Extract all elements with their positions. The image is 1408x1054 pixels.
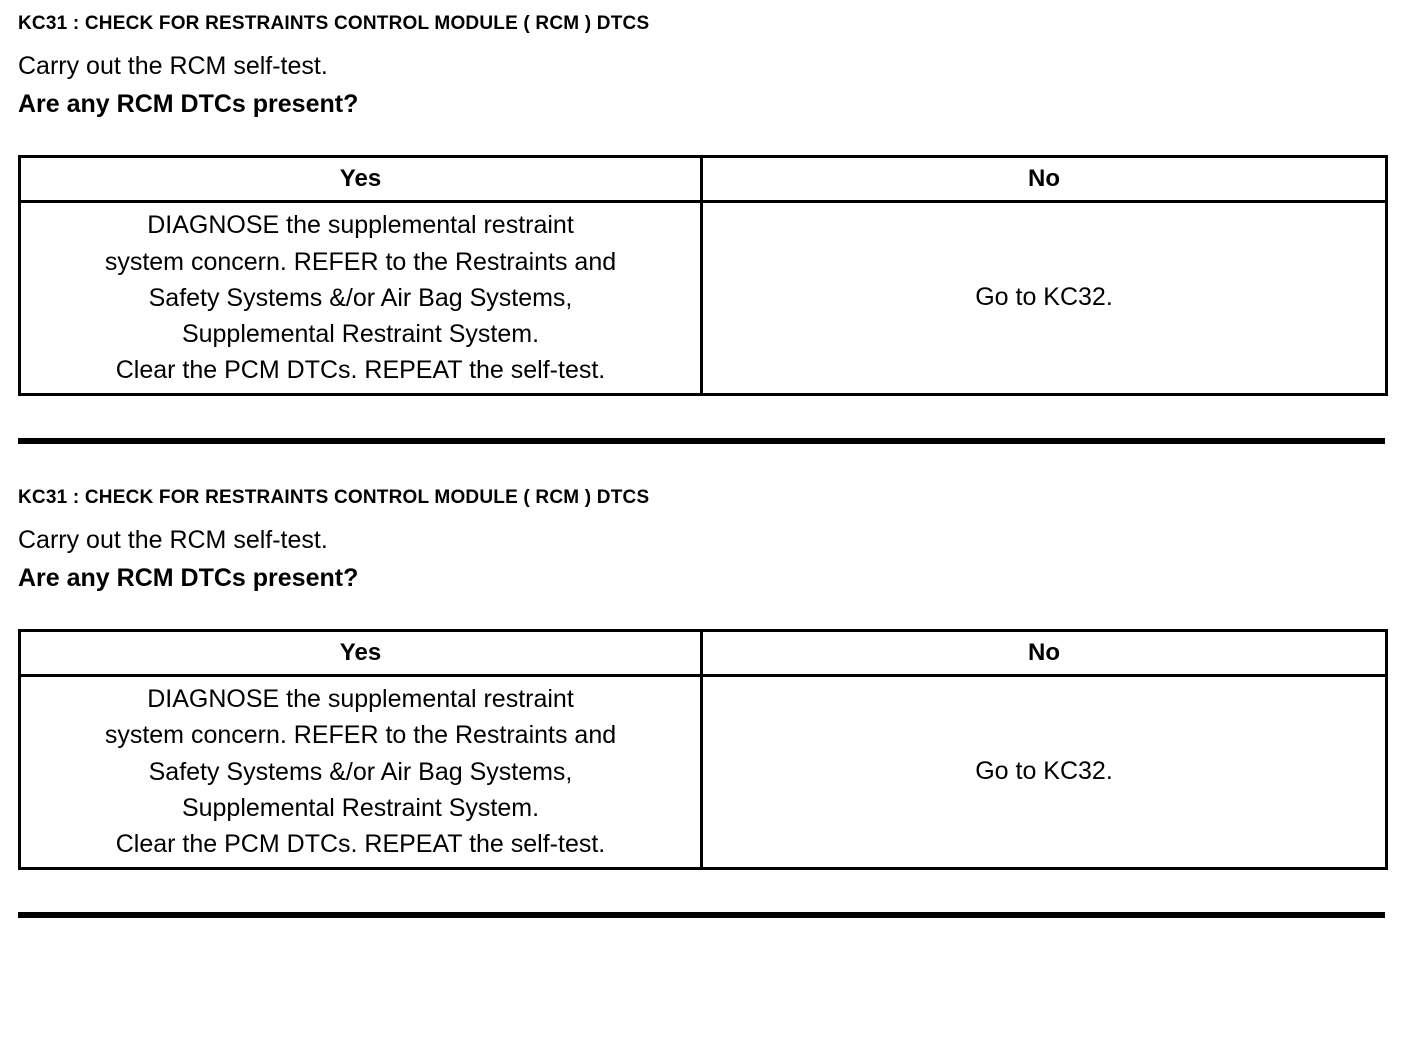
- cell-yes-action: [20, 675, 702, 868]
- section-divider: [18, 912, 1385, 918]
- step-title: KC31 : CHECK FOR RESTRAINTS CONTROL MODULE ( RCM ) DTCS: [18, 486, 650, 508]
- column-header-no: No: [702, 156, 1387, 201]
- result-table: [18, 629, 1388, 870]
- step-question: Are any RCM DTCs present?: [18, 89, 359, 118]
- step-question: Are any RCM DTCs present?: [18, 563, 359, 592]
- cell-yes-action: [20, 201, 702, 394]
- table-row: [20, 201, 1387, 394]
- result-table: [18, 155, 1388, 396]
- action-line: Safety Systems &/or Air Bag Systems,: [148, 757, 573, 786]
- action-line: system concern. REFER to the Restraints and: [104, 721, 617, 750]
- column-header-yes: Yes: [20, 630, 702, 675]
- action-line: Supplemental Restraint System.: [181, 793, 540, 822]
- table-header-row: [20, 630, 1387, 675]
- step-instruction: Carry out the RCM self-test.: [18, 51, 328, 80]
- action-line: Clear the PCM DTCs. REPEAT the self-test.: [115, 356, 606, 385]
- column-header-no: No: [702, 630, 1387, 675]
- diagnostic-step-section: [18, 14, 1388, 396]
- diagnostic-step-section: [18, 488, 1388, 870]
- table-header-row: [20, 156, 1387, 201]
- spacer: [18, 444, 1388, 488]
- step-instruction: Carry out the RCM self-test.: [18, 525, 328, 554]
- action-line: Clear the PCM DTCs. REPEAT the self-test.: [115, 830, 606, 859]
- action-line: Supplemental Restraint System.: [181, 320, 540, 349]
- cell-no-action: Go to KC32.: [702, 201, 1387, 394]
- action-line: Safety Systems &/or Air Bag Systems,: [148, 283, 573, 312]
- action-line: system concern. REFER to the Restraints and: [104, 247, 617, 276]
- cell-no-action: Go to KC32.: [702, 675, 1387, 868]
- action-line: DIAGNOSE the supplemental restraint: [147, 211, 574, 240]
- table-row: [20, 675, 1387, 868]
- column-header-yes: Yes: [20, 156, 702, 201]
- step-title: KC31 : CHECK FOR RESTRAINTS CONTROL MODULE ( RCM ) DTCS: [18, 13, 650, 34]
- action-line: DIAGNOSE the supplemental restraint: [147, 685, 574, 714]
